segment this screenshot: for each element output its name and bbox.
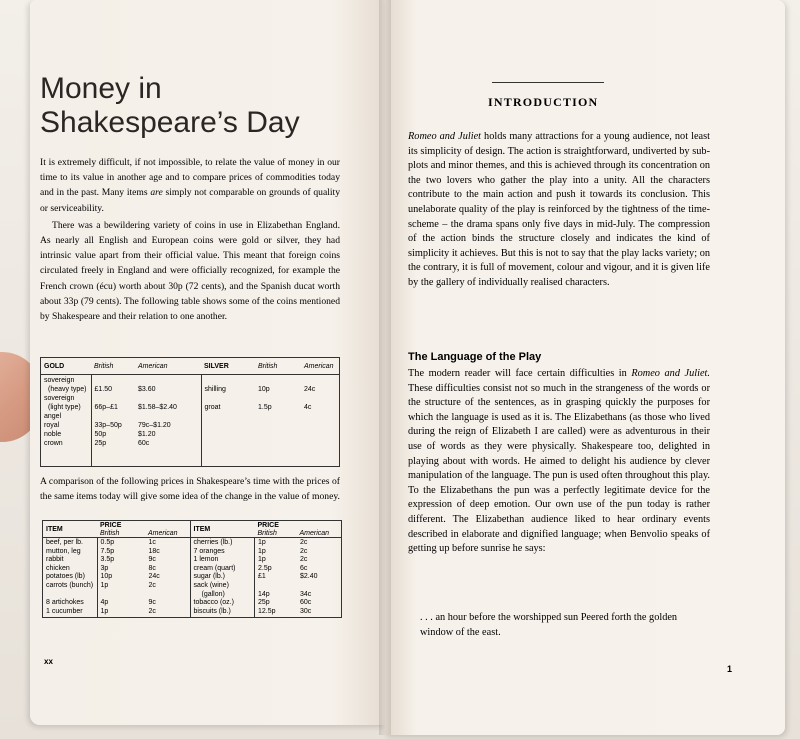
british-price: 0.5p xyxy=(100,539,115,546)
item-name xyxy=(46,591,94,600)
item-name: beef, per lb. xyxy=(46,539,83,546)
language-rest: These difficulties consist not so much in the strangeness of the words or the structure of the sentences, as in grasping quickly the purposes for which the language is used as it is. The Elizabethans (as those who lived during the reign of Elizabeth I are called) were as adventurous in their use of words as they were physically. Shakespeare too, delighted in playing about with words. He aimed to delight his audience by clever manipulation of the language. The pun is used often throughout this play. To the Elizabethans the pun was a perfectly legitimate device for the expression of deep emotion. Our own use of the pun today is rather different. The Elizabethan audience liked to hear ordinary events described in elaborate and dignified language; when Benvolio speaks of getting up before sunrise he says: xyxy=(408,382,710,555)
british-price: 2.5p xyxy=(258,564,272,572)
coin-header-american: American xyxy=(135,358,201,375)
language-paragraph xyxy=(408,367,710,557)
gold-american: $1.20 xyxy=(138,431,156,438)
gold-name: noble xyxy=(44,431,62,438)
american-price xyxy=(149,591,187,600)
price-header-price-group xyxy=(97,521,190,538)
coin-header-american-2: American xyxy=(301,358,340,375)
gold-american xyxy=(138,394,198,403)
british-price: 12.5p xyxy=(258,607,276,615)
gold-american: 60c xyxy=(138,440,150,447)
item-name: 8 artichokes xyxy=(46,599,84,607)
gold-british-values xyxy=(91,375,135,467)
gold-name: (heavy type) xyxy=(48,386,87,393)
item-name: (gallon) xyxy=(201,590,225,598)
paragraph-coins: There was a bewildering variety of coins in use in Elizabethan England. As nearly all English and European coins were gold or silver, they had intrinsic value apart from their official value. This meant that foreign coins circulated freely in England and were officially recognized, for example the French crown (écu) worth about 30p (72 cents), and the Spanish ducat worth about 33p (79 cents). The following table shows some of the coins mentioned by Shakespeare and their relation to one another. xyxy=(40,219,340,323)
american-column-1 xyxy=(146,538,191,618)
gold-name: sovereign xyxy=(44,395,75,402)
american-price: 30c xyxy=(300,607,312,615)
british-column-2 xyxy=(255,538,298,618)
intro-paragraph-text: holds many attractions for a young audience, not least its simplicity of design. The action is straightforward, undiverted by sub-plots and minor themes, and this is achieved through its concentration on the two lovers who gather the play into a unity. All the characters contribute to the main action and push it towards its conclusion. This unelaborate quality of the play is reinforced by the tightness of the time-scheme – the drama spans only five days in mid-July. The compression of the action binds the structure closely and indicates the kind of simplicity it achieves. But this is not to say that the play lacks variety; on the contrary, it is full of movement, colour and vigour, and it is given life by the gallery of individually realised characters. xyxy=(408,131,710,288)
coin-table xyxy=(40,357,340,467)
american-price: 2c xyxy=(300,539,308,546)
american-price: 24c xyxy=(148,573,160,581)
gold-british xyxy=(95,376,133,385)
page-title xyxy=(40,72,300,140)
silver-coin-names xyxy=(201,375,255,467)
play-title-2: Romeo and Juliet. xyxy=(631,368,710,379)
gold-british: 25p xyxy=(94,440,107,447)
british-price: 3p xyxy=(100,564,109,572)
silver-name: groat xyxy=(204,404,221,411)
british-price: 10p xyxy=(100,573,113,581)
price-header-price-2: PRICE xyxy=(257,522,279,529)
silver-american xyxy=(304,394,336,403)
american-price xyxy=(300,582,338,591)
item-name: sack (wine) xyxy=(193,581,229,589)
item-name: rabbit xyxy=(46,556,64,564)
american-price: 2c xyxy=(300,556,308,564)
gold-name: (light type) xyxy=(48,404,81,411)
para1-text: It is extremely difficult, if not impossible, to relate the value of money in our time to its value in another age and to compare prices of commodities today and in the past. Many items xyxy=(40,157,340,199)
items-column-2 xyxy=(190,538,255,618)
page-number-left: xx xyxy=(44,657,53,666)
gold-name: crown xyxy=(44,440,63,447)
gold-name: sovereign xyxy=(44,377,75,384)
price-comparison-intro: A comparison of the following prices in Shakespeare’s time with the prices of the same items today will give some idea of the change in the value of money. xyxy=(40,476,340,502)
introduction-text xyxy=(408,130,710,291)
play-title: Romeo and Juliet xyxy=(408,131,481,142)
coin-header-british: British xyxy=(91,358,135,375)
british-price: 1p xyxy=(258,556,266,564)
coin-header-british-2: British xyxy=(255,358,301,375)
left-body-text xyxy=(40,155,340,326)
silver-british xyxy=(258,394,298,403)
british-price: 14p xyxy=(258,590,270,598)
item-name: cherries (lb.) xyxy=(193,539,233,546)
price-header-american-2: American xyxy=(299,530,330,537)
introduction-heading: INTRODUCTION xyxy=(488,95,599,109)
item-name: tobacco (oz.) xyxy=(193,599,234,607)
title-line-2: Shakespeare’s Day xyxy=(40,106,300,139)
british-price: 1p xyxy=(100,607,109,615)
british-price: 1p xyxy=(258,539,266,546)
price-header-item-2: ITEM xyxy=(190,521,255,538)
page-number-right: 1 xyxy=(727,664,733,674)
british-price: 1p xyxy=(258,547,266,555)
american-price: 18c xyxy=(148,547,160,555)
gold-name: angel xyxy=(44,413,62,420)
british-price: £1 xyxy=(258,573,266,581)
gold-british: 50p xyxy=(94,431,107,438)
gold-american: 79c–$1.20 xyxy=(138,422,171,429)
american-price: 1c xyxy=(148,539,156,546)
american-price: $2.40 xyxy=(300,573,318,581)
british-price: 25p xyxy=(258,599,270,607)
british-price: 3.5p xyxy=(100,556,115,564)
british-price: 7.5p xyxy=(100,547,115,555)
coin-header-silver: SILVER xyxy=(201,358,255,375)
item-name: sugar (lb.) xyxy=(193,573,226,581)
silver-british xyxy=(258,376,298,385)
language-start: The modern reader will face certain difficulties in xyxy=(408,368,632,379)
item-name: carrots (bunch) xyxy=(46,581,94,589)
gold-american xyxy=(138,412,198,421)
language-text xyxy=(408,367,710,557)
item-name: 1 lemon xyxy=(193,556,219,564)
american-price: 2c xyxy=(148,607,156,615)
intro-paragraph xyxy=(408,130,710,291)
silver-name xyxy=(205,376,253,385)
item-name: cream (quart) xyxy=(193,564,236,572)
para1-emphasis: are xyxy=(150,187,163,199)
gold-american-values xyxy=(135,375,201,467)
silver-american: 24c xyxy=(304,386,316,393)
price-header-british-2: British xyxy=(257,530,277,537)
gold-coin-names xyxy=(41,375,92,467)
american-price: 9c xyxy=(148,599,156,607)
para1-end: simply not comparable on grounds of quality or serviceability. xyxy=(40,187,341,214)
silver-british-values xyxy=(255,375,301,467)
book-gutter xyxy=(379,0,391,735)
american-price: 34c xyxy=(300,590,312,598)
american-price: 2c xyxy=(148,581,156,589)
item-name: mutton, leg xyxy=(46,547,81,555)
british-price xyxy=(258,582,294,591)
gold-british: 33p–50p xyxy=(94,422,122,429)
gold-british: £1.50 xyxy=(94,386,113,393)
silver-american-values xyxy=(301,375,340,467)
american-column-2 xyxy=(297,538,342,618)
american-price: 9c xyxy=(148,556,156,564)
price-header-item: ITEM xyxy=(43,521,98,538)
gold-british xyxy=(95,394,133,403)
item-name: potatoes (lb) xyxy=(46,573,85,581)
paragraph-value-intro xyxy=(40,155,340,216)
silver-british: 1.5p xyxy=(258,404,272,411)
gold-american xyxy=(138,376,198,385)
title-line-1: Money in xyxy=(40,72,162,105)
american-price: 60c xyxy=(300,599,312,607)
item-name: 1 cucumber xyxy=(46,607,83,615)
price-header-price-group-2 xyxy=(255,521,342,538)
gold-american: $3.60 xyxy=(138,386,156,393)
british-column-1 xyxy=(97,538,146,618)
gold-name: royal xyxy=(44,422,60,429)
british-price: 4p xyxy=(100,599,109,607)
silver-american: 4c xyxy=(304,404,312,411)
price-header-british: British xyxy=(100,530,120,537)
british-price xyxy=(101,591,143,600)
american-price: 8c xyxy=(148,564,156,572)
price-header-american: American xyxy=(148,530,178,537)
gold-american: $1.58–$2.40 xyxy=(138,404,177,411)
silver-name xyxy=(205,394,253,403)
item-name: chicken xyxy=(46,564,70,572)
price-header-price: PRICE xyxy=(100,522,122,529)
gold-british xyxy=(95,412,133,421)
price-table xyxy=(42,520,342,618)
gold-british: 66p–£1 xyxy=(94,404,118,411)
british-price: 1p xyxy=(100,581,109,589)
american-price: 6c xyxy=(300,564,308,572)
heading-rule xyxy=(492,82,604,83)
silver-british: 10p xyxy=(258,386,270,393)
coin-header-gold: GOLD xyxy=(41,358,92,375)
silver-name: shilling xyxy=(204,386,226,393)
item-name: 7 oranges xyxy=(193,547,225,555)
american-price: 2c xyxy=(300,547,308,555)
items-column-1 xyxy=(43,538,98,618)
section-heading-language: The Language of the Play xyxy=(408,351,542,363)
benvolio-quote: . . . an hour before the worshipped sun Peered forth the golden window of the east. xyxy=(420,612,678,638)
silver-american xyxy=(304,376,336,385)
item-name: biscuits (lb.) xyxy=(193,607,231,615)
